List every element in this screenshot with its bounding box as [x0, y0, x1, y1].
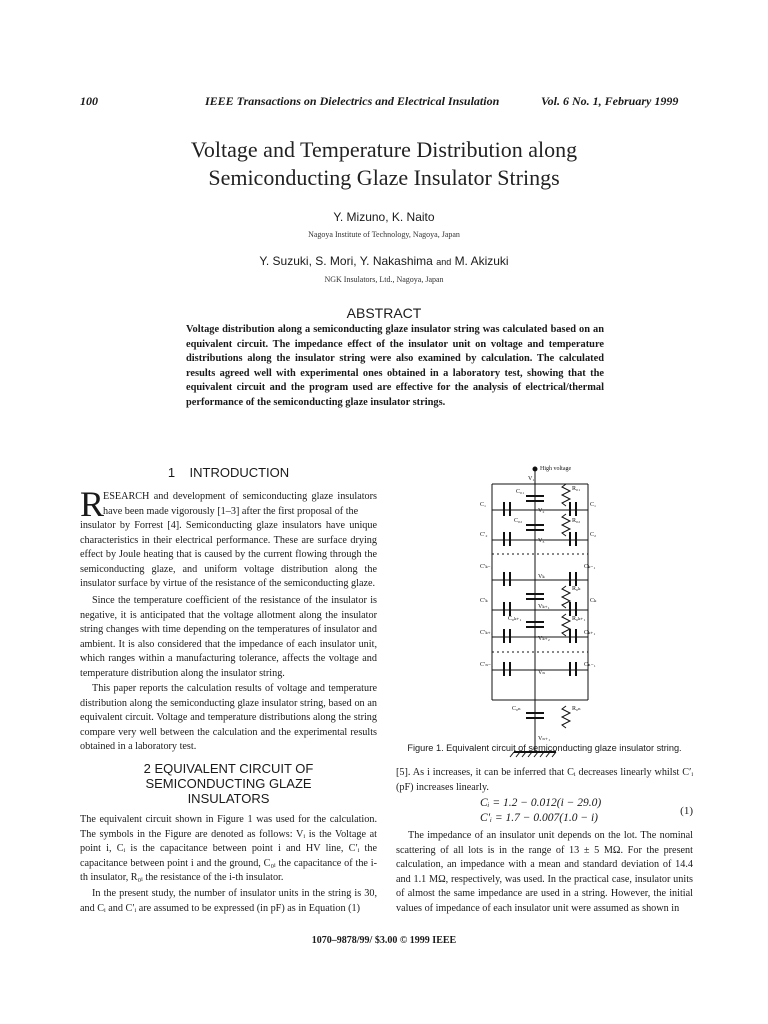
fig-label-cn1: Cₙ₋₁: [584, 662, 596, 668]
authors-group-1: Y. Mizuno, K. Naito: [333, 210, 435, 224]
section-1-heading: [80, 465, 377, 480]
authors-2a: Y. Suzuki, S. Mori, Y. Nakashima: [259, 254, 433, 268]
volume-info: Vol. 6 No. 1, February 1999: [541, 94, 679, 108]
fig-label-v2: V₂: [538, 508, 545, 514]
copyright-footer: 1070–9878/99/ $3.00 © 1999 IEEE: [311, 935, 457, 946]
abstract-text: Voltage distribution along a semiconducting glaze insulator string was calculated based on an equivalent circuit. The impedance effect of the insulator unit on voltage and temperature distributions along the insulator string were also examined by calculation. The calculated results agreed well with experimental ones obtained in a laboratory test, showing that the equivalent circuit and the program used are effective for the analysis of electrical/thermal performance of the semiconducting glaze insulator strings.: [186, 324, 604, 408]
section-2-paragraph-1: The equivalent circuit shown in Figure 1 was used for the calculation. The symbols in the Figure are denoted as follows: Vᵢ is the Voltage at point i, Cᵢ is the capacitance between point i and HV line, C′ᵢ the capacitance between point i and the ground, C₀ᵢ the capacitance of the i-th insulator, R₀ᵢ the resistance of the i-th insulator.: [80, 814, 377, 884]
fig-label-c1-left: C₁: [480, 502, 487, 508]
section-1-title: INTRODUCTION: [189, 465, 290, 480]
fig-label-ck1p-b: C′ₖ₊₁: [480, 630, 493, 636]
figure-1-caption: Figure 1. Equivalent circuit of semiconducting glaze insulator string.: [407, 743, 682, 753]
journal-name: IEEE Transactions on Dielectrics and Electrical Insulation: [205, 94, 500, 108]
equation-1-line-1: Cᵢ = 1.2 − 0.012(i − 29.0): [480, 797, 602, 809]
section-2-line-2: SEMICONDUCTING GLAZE: [145, 776, 312, 791]
fig-label-vn1: Vₙ₊₁: [538, 736, 551, 742]
fig-label-vk2: Vₖ₊₂: [538, 636, 550, 642]
page-number: 100: [80, 94, 98, 108]
intro-paragraph-1-start: ESEARCH and development of semiconducting glaze insulators have been made vigorously [1–3] after the first proposal of the: [103, 491, 377, 517]
fig-label-ck1: Cₖ₋₁: [584, 564, 596, 570]
section-1-number: 1: [167, 465, 176, 480]
authors-2b: M. Akizuki: [454, 254, 509, 268]
section-2-line-1: 2 EQUIVALENT CIRCUIT OF: [143, 761, 314, 776]
fig-label-vk1: Vₖ₊₁: [538, 604, 550, 610]
affiliation-1: Nagoya Institute of Technology, Nagoya, Japan: [308, 230, 460, 239]
intro-paragraph-1-rest: insulator by Forrest [4]. Semiconducting glaze insulators have unique characteristics in their electrical performance. These are surface drying effect by Joule heating that is caused by the current flowing through the semiconducting glaze, and uniform voltage distribution along the insulator surface by virtue of the resistance of the semiconducting glaze.: [80, 520, 377, 590]
paper-title: [130, 136, 638, 192]
equation-1-line-2: C′ᵢ = 1.7 − 0.007(1.0 − i): [480, 812, 599, 824]
equation-1: [396, 796, 693, 826]
title-line-1: Voltage and Temperature Distribution along: [190, 137, 578, 162]
intro-paragraph-2: Since the temperature coefficient of the resistance of the insulator is negative, it is anticipated that the voltage allotment along the insulator string changes with time depending on the temperatures of insulator and ambient. It is also considered that the impedance of each insulator unit, which ranges within a manufacturing tolerance, affects the voltage and temperature distribution along the insulator string.: [80, 595, 377, 679]
section-2-line-3: INSULATORS: [187, 791, 270, 806]
fig-label-cn1p: C′ₙ₋₁: [480, 662, 494, 668]
section-2-paragraph-2: In the present study, the number of insulator units in the string is 30, and Cᵢ and C′ᵢ are assumed to be expressed (in pF) as in Equation (1): [80, 888, 377, 914]
drop-cap: R: [80, 484, 105, 524]
fig-label-ck1-b: Cₖ₊₁: [584, 630, 596, 636]
fig-label-c2p: C′₂: [480, 532, 488, 538]
fig-top-label: High voltage: [540, 466, 572, 472]
fig-label-r01: R₀₁: [572, 486, 581, 492]
fig-label-ckp: C′ₖ: [480, 598, 488, 604]
figure-1-circuit: [478, 462, 608, 762]
authors-group-2: [130, 254, 638, 268]
fig-label-r0k1: R₀ₖ₊₁: [572, 616, 586, 622]
fig-label-c01: C₀₁: [516, 489, 525, 495]
fig-label-r0n: R₀ₙ: [572, 706, 581, 712]
right-col-paragraph-1: [5]. As i increases, it can be inferred that Cᵢ decreases linearly whilst C′ᵢ (pF) increases linearly.: [396, 767, 693, 793]
affiliation-2: NGK Insulators, Ltd., Nagoya, Japan: [324, 275, 444, 284]
intro-paragraph-3: This paper reports the calculation results of voltage and temperature distribution along the semiconducting glaze insulator string, based on an equivalent circuit. Voltage and temperature distributions along the string compare very well between the calculation and the experimental results obtained in a laboratory test.: [80, 683, 377, 753]
fig-label-vk: Vₖ: [538, 574, 545, 580]
fig-label-r02: R₀₂: [572, 518, 581, 524]
fig-label-ck: Cₖ: [590, 598, 597, 604]
fig-label-c0n: C₀ₙ: [512, 706, 521, 712]
fig-label-c2: C₂: [590, 532, 597, 538]
fig-label-v3: V₃: [538, 538, 545, 544]
fig-label-r0k: R₀ₖ: [572, 586, 581, 592]
fig-label-vn: Vₙ: [538, 670, 545, 676]
fig-label-ck1p: C′ₖ₋₁: [480, 564, 493, 570]
fig-label-c02: C₀₂: [514, 518, 523, 524]
right-col-paragraph-2: The impedance of an insulator unit depends on the lot. The nominal scattering of all lots is in the range of 13 ± 5 MΩ. For the present calculation, an impedance with a mean and standard deviation of 14.4 and 1.1 MΩ, respectively, was used. In the practical case, insulator units of almost the same impedance are used in a string. However, the initial values of impedance of each insulator unit were assumed as shown in: [396, 830, 693, 914]
fig-label-v1: V₁: [528, 476, 535, 482]
abstract-heading: ABSTRACT: [346, 305, 422, 321]
circuit-diagram: [478, 462, 608, 762]
fig-label-c1-right: C₁: [590, 502, 597, 508]
section-2-heading: [80, 761, 377, 806]
equation-1-number: (1): [680, 805, 693, 817]
fig-label-c0k1: C₀ₖ₊₁: [508, 616, 522, 622]
title-line-2: Semiconducting Glaze Insulator Strings: [208, 165, 560, 190]
authors-and: and: [436, 257, 452, 267]
